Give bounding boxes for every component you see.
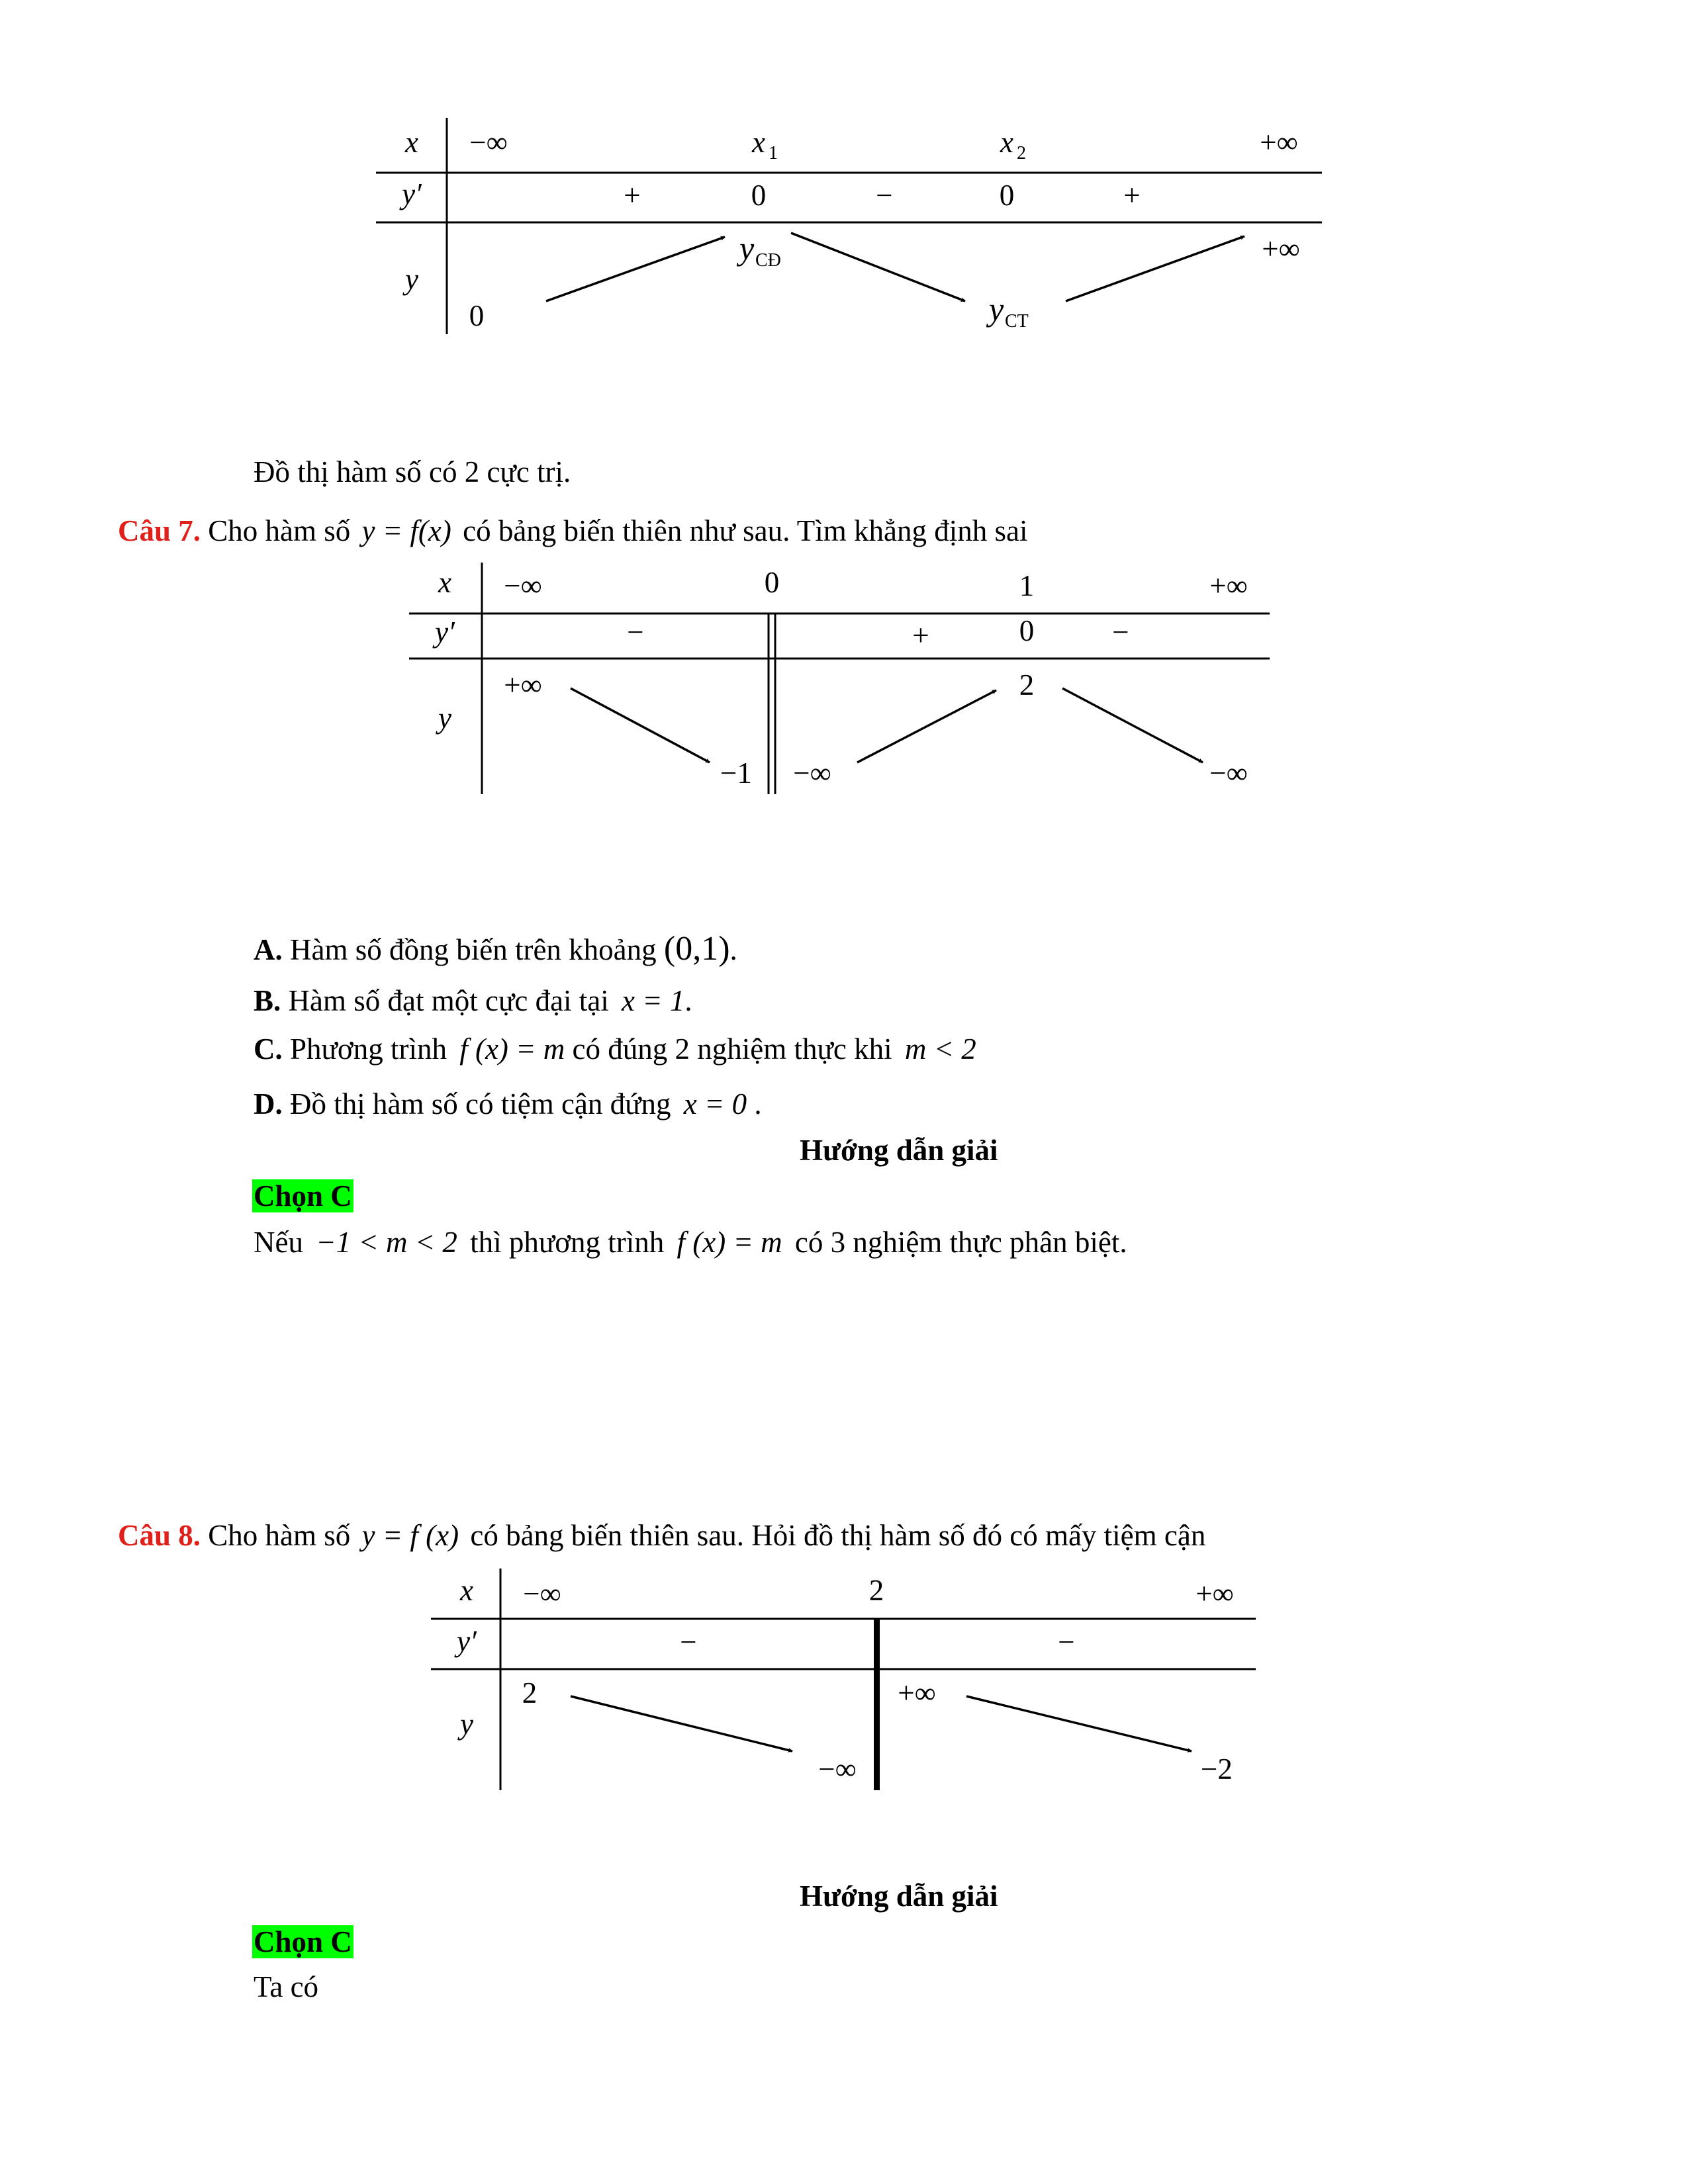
q7-row-label-y: y xyxy=(438,702,451,735)
q7-function: y = f(x) xyxy=(361,514,451,547)
yprime-sign-2: − xyxy=(876,179,893,212)
q8-label: Câu 8. xyxy=(118,1519,201,1552)
yprime-zero-1: 0 xyxy=(751,179,767,212)
q7-y-pos-inf: +∞ xyxy=(504,668,542,702)
q7-row-label-yprime: y′ xyxy=(435,615,455,649)
q7-row-label-x: x xyxy=(438,566,451,599)
yprime-sign-1: + xyxy=(624,179,641,212)
x-neg-inf: −∞ xyxy=(469,126,508,159)
x1-base: x xyxy=(752,126,765,159)
q8-y-neg-two: −2 xyxy=(1201,1752,1233,1786)
q8-y-pos-inf: +∞ xyxy=(898,1676,936,1709)
q7-explanation: Nếu −1 < m < 2 thì phương trình f (x) = m có 3 nghiệm thực phân biệt. xyxy=(254,1226,1127,1259)
q8-y-two: 2 xyxy=(522,1676,538,1709)
yprime-zero-2: 0 xyxy=(999,179,1015,212)
q8-row-label-y: y xyxy=(460,1707,473,1741)
q7-option-b[interactable]: B. Hàm số đạt một cực đại tại x = 1. xyxy=(254,984,692,1017)
y-start-value: 0 xyxy=(469,299,485,332)
q7-yprime-sign-3: − xyxy=(1112,615,1129,649)
statement-two-extrema: Đồ thị hàm số có 2 cực trị. xyxy=(254,455,571,488)
q8-x-two: 2 xyxy=(868,1574,884,1607)
q8-y-neg-inf: −∞ xyxy=(818,1752,857,1786)
q8-yprime-sign-2: − xyxy=(1058,1625,1075,1659)
q8-arrow-decrease-1 xyxy=(571,1696,792,1751)
q7-option-d[interactable]: D. Đồ thị hàm số có tiệm cận đứng x = 0 . xyxy=(254,1087,762,1120)
q7-guide-title: Hướng dẫn giải xyxy=(800,1134,998,1167)
x-pos-inf: +∞ xyxy=(1260,126,1298,159)
q8-yprime-sign-1: − xyxy=(680,1625,697,1659)
q7-label: Câu 7. xyxy=(118,514,201,547)
q7-x-one: 1 xyxy=(1019,569,1035,602)
q7-x-pos-inf: +∞ xyxy=(1209,569,1248,602)
q7-y-max-two: 2 xyxy=(1019,668,1035,702)
q7-y-neg-inf-2: −∞ xyxy=(1209,756,1248,790)
q7-answer-choice: Chọn C xyxy=(254,1179,352,1212)
q7-y-neg-one: −1 xyxy=(720,756,752,790)
q8-guide-title: Hướng dẫn giải xyxy=(800,1880,998,1913)
q8-x-neg-inf: −∞ xyxy=(523,1577,561,1610)
row-label-x: x xyxy=(405,126,418,159)
y-end-value: +∞ xyxy=(1262,232,1300,265)
q8-arrow-decrease-2 xyxy=(966,1696,1192,1751)
q8-prompt: Câu 8. Cho hàm số y = f (x) có bảng biến thiên sau. Hỏi đồ thị hàm số đó có mấy tiệm cận xyxy=(118,1519,1206,1552)
y-max-base: y xyxy=(739,230,755,267)
q7-x-neg-inf: −∞ xyxy=(504,569,542,602)
q8-x-pos-inf: +∞ xyxy=(1196,1577,1234,1610)
q7-option-c[interactable]: C. Phương trình f (x) = m có đúng 2 nghiệm thực khi m < 2 xyxy=(254,1032,976,1066)
x1-sub: 1 xyxy=(769,143,778,163)
yprime-sign-3: + xyxy=(1123,179,1141,212)
q8-last-line: Ta có xyxy=(254,1970,319,2003)
q7-option-a[interactable]: A. Hàm số đồng biến trên khoảng (0,1). xyxy=(254,930,737,968)
row-label-yprime: y′ xyxy=(402,177,422,210)
q8-row-label-yprime: y′ xyxy=(457,1625,477,1658)
q7-yprime-sign-2: + xyxy=(912,619,929,652)
x2-sub: 2 xyxy=(1017,143,1026,163)
q7-yprime-sign-1: − xyxy=(627,615,644,649)
y-min-base: y xyxy=(989,291,1004,328)
x2-base: x xyxy=(1000,126,1013,159)
y-min-sub: CT xyxy=(1005,311,1029,332)
row-label-y: y xyxy=(405,263,418,296)
q7-x-zero: 0 xyxy=(764,566,780,599)
q8-function: y = f (x) xyxy=(361,1519,459,1552)
q7-prompt: Câu 7. Cho hàm số y = f(x) có bảng biến thiên như sau. Tìm khẳng định sai xyxy=(118,514,1028,547)
y-max-sub: CĐ xyxy=(755,250,781,271)
q8-answer-choice: Chọn C xyxy=(254,1925,352,1958)
q7-y-neg-inf-1: −∞ xyxy=(793,756,831,790)
q8-row-label-x: x xyxy=(460,1574,473,1607)
q7-yprime-zero: 0 xyxy=(1019,614,1035,647)
